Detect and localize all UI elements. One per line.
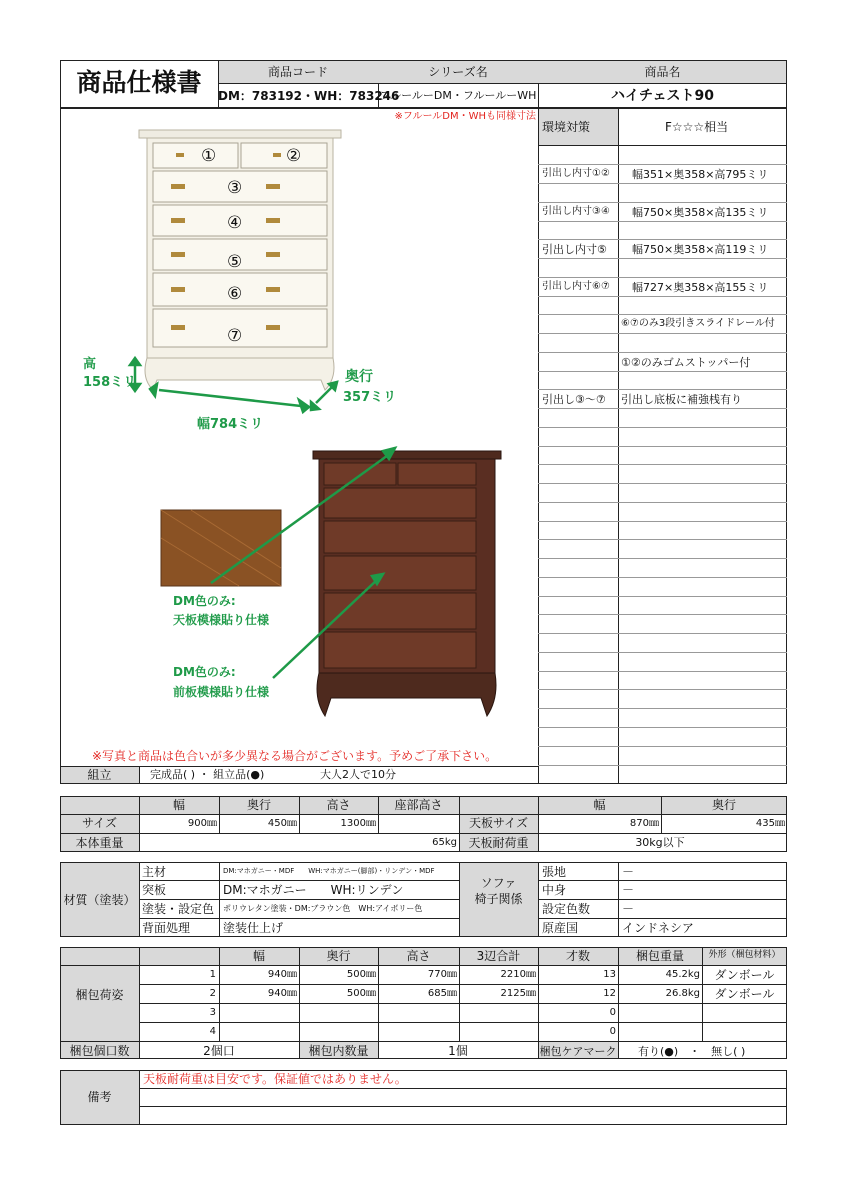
- sofa-group-label-2: 椅子関係: [474, 892, 523, 906]
- material-group-label: 材質（塗装）: [63, 893, 136, 907]
- spec-value-stopper: ①②のみゴムストッパー付: [621, 356, 751, 369]
- size-header-seat: 座部高さ: [394, 798, 443, 812]
- spec-label-env: 環境対策: [542, 120, 591, 134]
- spec-value-drawer-67: 幅727×奥358×高155ミリ: [632, 281, 769, 294]
- packing-label: 梱包荷姿: [75, 988, 124, 1002]
- pack-row-sai: 0: [609, 1007, 616, 1018]
- sofa-value-filling: －: [622, 883, 635, 897]
- size-value-depth: 450㎜: [267, 818, 297, 829]
- assembly-options: 完成品( ) ・ 組立品(●): [150, 768, 265, 781]
- material-label-paint: 塗装・設定色: [142, 902, 215, 916]
- pack-header-weight: 梱包重量: [635, 949, 684, 963]
- material-value-main: DM:マホガニー・MDF WH:マホガニー(脚部)・リンデン・MDF: [223, 867, 435, 875]
- spec-label-drawer-3-7: 引出し③～⑦: [542, 393, 606, 406]
- product-code-label: 商品コード: [267, 65, 328, 79]
- pack-row-sum: 2210㎜: [500, 969, 536, 980]
- pack-row-material: ダンボール: [714, 987, 775, 1001]
- material-value-veneer: DM:マホガニー WH:リンデン: [223, 883, 404, 897]
- spec-label-drawer-67: 引出し内寸⑥⑦: [542, 281, 610, 292]
- pack-row-height: 685㎜: [427, 988, 457, 999]
- material-value-back: 塗装仕上げ: [223, 921, 284, 935]
- size-header-height: 高さ: [326, 798, 351, 812]
- load-label: 天板耐荷重: [468, 836, 529, 850]
- product-name-label: 商品名: [644, 65, 681, 79]
- series-value: フルールーDM・フルールーWH: [379, 89, 537, 102]
- product-name-value: ハイチェスト90: [610, 88, 715, 104]
- pack-row-no: 3: [209, 1007, 216, 1018]
- pack-header-depth: 奥行: [326, 949, 351, 963]
- spec-value-drawer-34: 幅750×奥358×高135ミリ: [632, 206, 769, 219]
- material-label-back: 背面処理: [142, 921, 191, 935]
- drawer-number-6: ⑥: [227, 284, 243, 304]
- pack-row-no: 2: [209, 988, 216, 999]
- pack-row-height: 770㎜: [427, 969, 457, 980]
- sofa-label-colors: 設定色数: [542, 902, 591, 916]
- remarks-label: 備考: [87, 1090, 112, 1104]
- pack-inner-label: 梱包内数量: [308, 1044, 369, 1058]
- pack-row-no: 4: [209, 1026, 216, 1037]
- weight-label: 本体重量: [75, 836, 124, 850]
- drawer-number-2: ②: [286, 146, 302, 166]
- drawer-number-7: ⑦: [227, 326, 243, 346]
- spec-value-slide-rail: ⑥⑦のみ3段引きスライドレール付: [621, 318, 775, 329]
- note-same-size: ※フルールDM・WHも同様寸法: [394, 111, 536, 122]
- pack-row-weight: 45.2kg: [665, 969, 700, 980]
- sofa-value-colors: －: [622, 902, 635, 916]
- size-value-width: 900㎜: [187, 818, 217, 829]
- spec-label-drawer-34: 引出し内寸③④: [542, 206, 610, 217]
- product-code-value: DM：783192・WH：783246: [218, 89, 400, 103]
- series-label: シリーズ名: [428, 65, 488, 79]
- depth-dim-label: 奥行: [345, 369, 373, 385]
- color-note: ※写真と商品は色合いが多少異なる場合がございます。予めご了承下さい。: [92, 749, 498, 763]
- material-label-main: 主材: [142, 865, 167, 879]
- dark-chest-image: [313, 451, 501, 716]
- page-title: 商品仕様書: [76, 68, 202, 97]
- top-size-width: 870㎜: [629, 818, 659, 829]
- weight-value: 65kg: [432, 837, 457, 848]
- pack-row-sai: 0: [609, 1026, 616, 1037]
- pack-inner-value: 1個: [448, 1044, 468, 1058]
- top-size-depth: 435㎜: [755, 818, 785, 829]
- drawer-number-4: ④: [227, 213, 243, 233]
- material-value-paint: ポリウレタン塗装・DM:ブラウン色 WH:アイボリー色: [223, 904, 423, 913]
- pack-row-width: 940㎜: [267, 988, 297, 999]
- pack-header-sai: 才数: [565, 949, 590, 963]
- material-label-veneer: 突板: [142, 883, 167, 897]
- spec-value-drawer-12: 幅351×奥358×高795ミリ: [632, 168, 769, 181]
- product-illustration: [61, 118, 537, 758]
- dm-front-note-2: 前板模様貼り仕様: [173, 685, 270, 699]
- top-size-header-width: 幅: [593, 798, 606, 812]
- drawer-number-3: ③: [227, 178, 243, 198]
- pack-row-weight: 26.8kg: [665, 988, 700, 999]
- height-dim-value: 158ミリ: [83, 375, 137, 390]
- sofa-label-fabric: 張地: [542, 865, 567, 879]
- pack-count-value: 2個口: [203, 1044, 235, 1058]
- pack-header-width: 幅: [252, 949, 265, 963]
- sofa-label-filling: 中身: [542, 883, 567, 897]
- dm-top-note-1: DM色のみ:: [173, 594, 236, 608]
- pack-count-label: 梱包個口数: [69, 1044, 130, 1058]
- pack-row-sai: 13: [603, 969, 616, 980]
- assembly-label: 組立: [87, 768, 112, 782]
- pack-row-material: ダンボール: [714, 968, 775, 982]
- sofa-value-origin: インドネシア: [622, 921, 694, 935]
- pack-header-material: 外形（梱包材料）: [708, 950, 781, 960]
- pack-header-sum: 3辺合計: [476, 949, 521, 963]
- pack-header-height: 高さ: [406, 949, 431, 963]
- pack-row-depth: 500㎜: [346, 969, 376, 980]
- load-value: 30kg以下: [635, 836, 685, 849]
- sofa-label-origin: 原産国: [542, 921, 579, 935]
- height-dim-label: 高: [83, 357, 97, 372]
- pack-care-label: 梱包ケアマーク: [539, 1045, 617, 1058]
- size-header-width: 幅: [172, 798, 185, 812]
- top-size-label: 天板サイズ: [468, 816, 529, 830]
- sofa-group-label-1: ソファ: [480, 876, 517, 890]
- spec-value-drawer-5: 幅750×奥358×高119ミリ: [632, 243, 769, 256]
- assembly-note: 大人2人で10分: [320, 768, 396, 781]
- pack-row-depth: 500㎜: [346, 988, 376, 999]
- drawer-number-1: ①: [201, 146, 217, 166]
- pack-row-width: 940㎜: [267, 969, 297, 980]
- remarks-text: 天板耐荷重は目安です。保証値ではありません。: [143, 1072, 407, 1086]
- pack-row-sai: 12: [603, 988, 616, 999]
- pack-care-value: 有り(●) ・ 無し( ): [638, 1045, 746, 1058]
- depth-dim-value: 357ミリ: [343, 390, 397, 405]
- spec-value-env: F☆☆☆相当: [665, 120, 729, 134]
- spec-value-reinforce: 引出し底板に補強桟有り: [621, 393, 742, 406]
- size-value-height: 1300㎜: [340, 818, 376, 829]
- dm-top-note-2: 天板模様貼り仕様: [173, 613, 270, 627]
- spec-label-drawer-12: 引出し内寸①②: [542, 168, 610, 179]
- size-header-depth: 奥行: [246, 798, 271, 812]
- pack-row-sum: 2125㎜: [500, 988, 536, 999]
- top-size-header-depth: 奥行: [711, 798, 736, 812]
- size-label: サイズ: [81, 816, 118, 830]
- spec-label-drawer-5: 引出し内寸⑤: [542, 243, 607, 256]
- pack-row-no: 1: [209, 969, 216, 980]
- drawer-number-5: ⑤: [227, 252, 243, 272]
- dm-front-note-1: DM色のみ:: [173, 665, 236, 679]
- width-dim-label: 幅784ミリ: [197, 417, 264, 432]
- sofa-value-fabric: －: [622, 865, 635, 879]
